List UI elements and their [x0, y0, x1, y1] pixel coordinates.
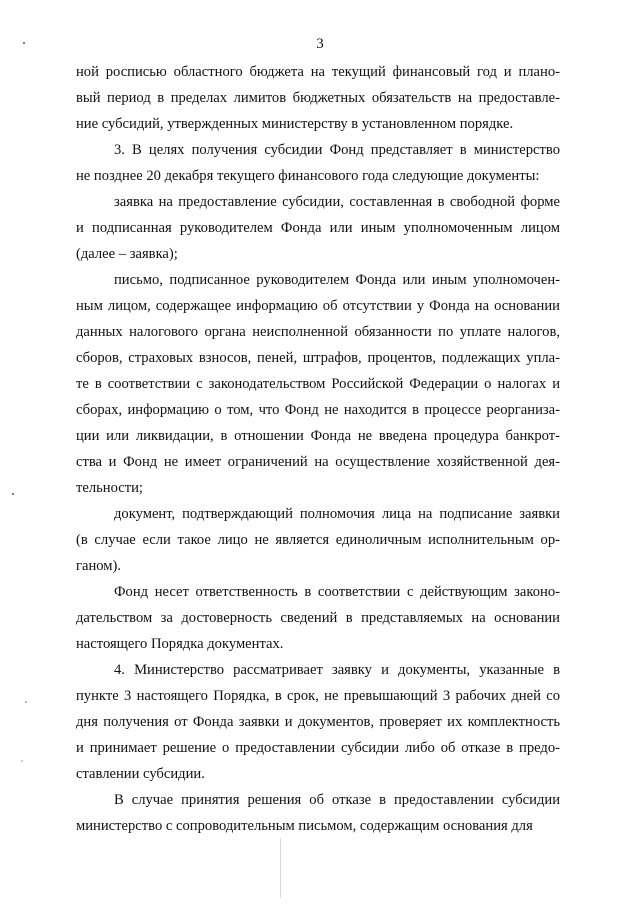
text-line: тельности;	[76, 480, 143, 496]
paragraph	[76, 137, 560, 189]
text-line: данных налогового органа неисполненной обязанности по уплате налогов,	[76, 324, 560, 340]
paragraph	[76, 189, 560, 267]
page-number: 3	[316, 36, 324, 52]
text-line: настоящего Порядка документах.	[76, 636, 284, 652]
text-line: заявка на предоставление субсидии, составленная в свободной форме	[114, 194, 560, 210]
text-line: (далее – заявка);	[76, 246, 178, 262]
scan-speck	[23, 42, 25, 44]
text-line: ганом).	[76, 558, 122, 574]
text-line: 4. Министерство рассматривает заявку и документы, указанные в	[114, 662, 560, 678]
text-line: и принимает решение о предоставлении субсидии либо об отказе в предо-	[76, 740, 560, 756]
text-line: вый период в пределах лимитов бюджетных обязательств на предоставле-	[76, 90, 560, 106]
text-line: не позднее 20 декабря текущего финансового года следующие документы:	[76, 168, 540, 184]
text-line: В случае принятия решения об отказе в предоставлении субсидии	[114, 792, 560, 808]
text-line: сборов, страховых взносов, пеней, штрафов, процентов, подлежащих упла-	[76, 350, 560, 366]
text-line: ние субсидий, утвержденных министерству в установленном порядке.	[76, 116, 514, 132]
text-line: пункте 3 настоящего Порядка, в срок, не превышающий 3 рабочих дней со	[76, 688, 560, 704]
scan-speck	[21, 760, 23, 762]
paragraph	[76, 579, 560, 657]
paragraph	[76, 267, 560, 501]
document-body	[76, 59, 560, 839]
text-line: министерство с сопроводительным письмом, содержащим основания для	[76, 818, 533, 834]
text-line: сборах, информацию о том, что Фонд не находится в процессе реорганиза-	[76, 402, 560, 418]
paragraph	[76, 501, 560, 579]
text-line: те в соответствии с законодательством Российской Федерации о налогах и	[76, 376, 560, 392]
scan-speck	[12, 493, 14, 495]
text-line: ции или ликвидации, в отношении Фонда не введена процедура банкрот-	[76, 428, 560, 444]
text-line: Фонд несет ответственность в соответствии с действующим законо-	[114, 584, 560, 600]
text-line: документ, подтверждающий полномочия лица на подписание заявки	[114, 506, 560, 522]
text-line: 3. В целях получения субсидии Фонд представляет в министерство	[114, 142, 560, 158]
text-line: ным лицом, содержащее информацию об отсутствии у Фонда на основании	[76, 298, 560, 314]
text-line: ной росписью областного бюджета на текущий финансовый год и плано-	[76, 64, 560, 80]
paragraph	[76, 657, 560, 787]
text-line: дня получения от Фонда заявки и документов, проверяет их комплектность	[76, 714, 560, 730]
text-line: ства и Фонд не имеет ограничений на осуществление хозяйственной дея-	[76, 454, 560, 470]
text-line: дательством за достоверность сведений в представляемых на основании	[76, 610, 560, 626]
scan-fold-mark	[280, 838, 281, 898]
text-line: ставлении субсидии.	[76, 766, 205, 782]
text-line: письмо, подписанное руководителем Фонда или иным уполномочен-	[114, 272, 560, 288]
paragraph	[76, 59, 560, 137]
scan-speck	[25, 701, 27, 703]
text-line: и подписанная руководителем Фонда или иным уполномоченным лицом	[76, 220, 560, 236]
text-line: (в случае если такое лицо не является единоличным исполнительным ор-	[76, 532, 560, 548]
paragraph	[76, 787, 560, 839]
